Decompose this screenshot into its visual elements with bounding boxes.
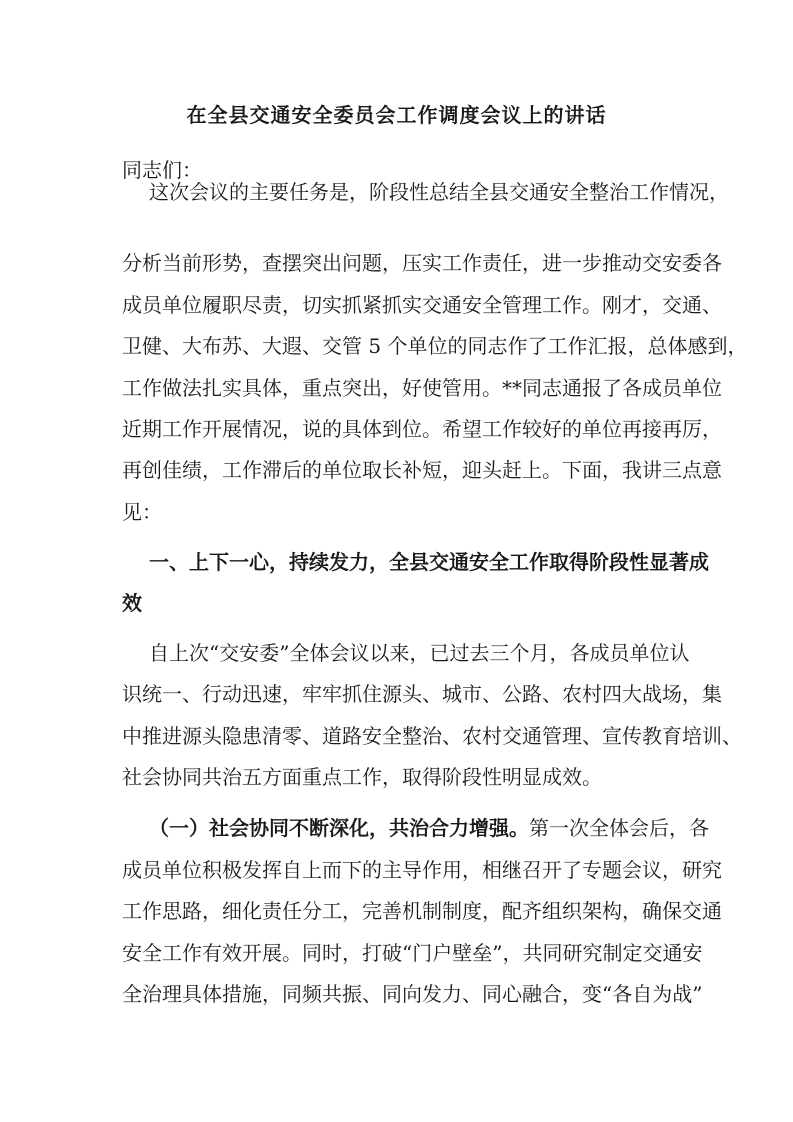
section-paragraph-line: 中推进源头隐患清零、道路安全整治、农村交通管理、宣传教育培训、 <box>122 724 742 748</box>
section-heading: 效 <box>122 591 142 615</box>
subsection-first-rest: 第一次全体会后，各 <box>529 816 709 840</box>
intro-line: 再创佳绩，工作滞后的单位取长补短，迎头赶上。下面，我讲三点意 <box>122 458 722 482</box>
intro-line: 工作做法扎实具体，重点突出，好使管用。**同志通报了各成员单位 <box>122 376 722 400</box>
subsection-line: 全治理具体措施，同频共振、同向发力、同心融合，变“各自为战” <box>122 982 703 1006</box>
section-paragraph-line: 识统一、行动迅速，牢牢抓住源头、城市、公路、农村四大战场，集 <box>122 682 722 706</box>
intro-line: 分析当前形势，查摆突出问题，压实工作责任，进一步推动交安委各 <box>122 251 722 275</box>
greeting: 同志们： <box>122 158 202 182</box>
section-heading: 一、上下一心，持续发力，全县交通安全工作取得阶段性显著成 <box>149 550 709 574</box>
subsection-lead: （一）社会协同不断深化，共治合力增强。 <box>149 816 529 840</box>
subsection-line: 安全工作有效开展。同时，打破“门户壁垒”，共同研究制定交通安 <box>122 941 703 965</box>
intro-line: 见： <box>122 500 162 524</box>
subsection-first-line <box>149 813 709 843</box>
subsection-line: 成员单位积极发挥自上而下的主导作用，相继召开了专题会议，研究 <box>122 858 722 882</box>
intro-line: 成员单位履职尽责，切实抓紧抓实交通安全管理工作。刚才，交通、 <box>122 293 722 317</box>
section-paragraph-line: 社会协同共治五方面重点工作，取得阶段性明显成效。 <box>122 765 602 789</box>
subsection-line: 工作思路，细化责任分工，完善机制制度，配齐组织架构，确保交通 <box>122 899 722 923</box>
intro-line: 卫健、大布苏、大遐、交管 5 个单位的同志作了工作汇报，总体感到， <box>122 334 748 358</box>
intro-line: 这次会议的主要任务是，阶段性总结全县交通安全整治工作情况， <box>149 180 729 204</box>
section-paragraph-line: 自上次“交安委”全体会议以来，已过去三个月，各成员单位认 <box>149 641 690 665</box>
intro-line: 近期工作开展情况，说的具体到位。希望工作较好的单位再接再厉， <box>122 417 722 441</box>
document-title: 在全县交通安全委员会工作调度会议上的讲话 <box>186 103 607 127</box>
